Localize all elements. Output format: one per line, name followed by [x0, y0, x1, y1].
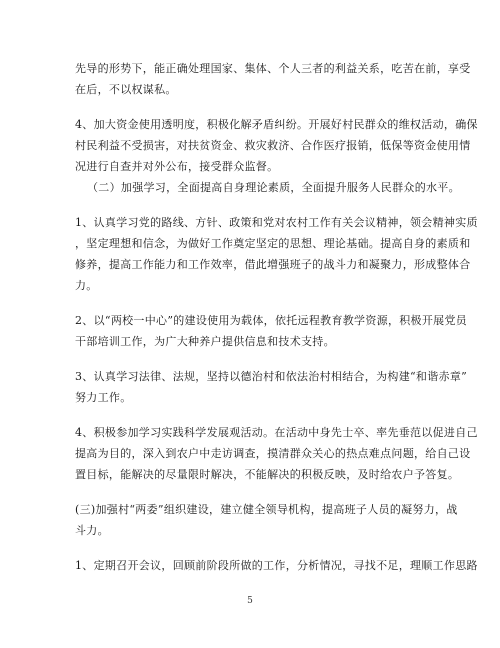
- text-line: 修养，提高工作能力和工作效率，借此增强班子的战斗力和凝聚力，形成整体合: [75, 258, 471, 271]
- text-line: 4、加大资金使用透明度，积极化解矛盾纠纷。开展好村民群众的维权活动，确保: [75, 118, 478, 131]
- text-line: 提高为目的，深入到农户中走访调查，摸清群众关心的热点难点问题，给自己设: [75, 447, 471, 460]
- text-line: 置目标，能解决的尽量限时解决，不能解决的积极反映，及时给农户予答复。: [75, 468, 460, 481]
- paragraph-4: [75, 212, 478, 296]
- text-line: 在后，不以权谋私。: [75, 83, 177, 96]
- paragraph-7: [75, 422, 478, 485]
- paragraph-1: [75, 58, 471, 100]
- document-body: [75, 58, 478, 576]
- text-line: 力。: [75, 279, 98, 292]
- text-line: 况进行自查并对外公布，接受群众监督。: [75, 160, 279, 173]
- section-heading: (三)加强村“两委”组织建设，建立健全领导机构，提高班子人员的凝努力，战: [75, 503, 458, 516]
- paragraph-9: [75, 555, 478, 576]
- text-line: 努力工作。: [75, 391, 132, 404]
- paragraph-8-heading: [75, 499, 458, 541]
- text-line: 干部培训工作，为广大种养户提供信息和技术支持。: [75, 335, 335, 348]
- paragraph-3-heading: [75, 177, 460, 198]
- text-line: ，坚定理想和信念，为做好工作奠定坚定的思想、理论基础。提高自身的素质和: [75, 237, 471, 250]
- paragraph-5: [75, 310, 468, 352]
- text-line: 4、积极参加学习实践科学发展观活动。在活动中身先士卒、率先垂范以促进自己: [75, 426, 478, 439]
- section-heading: （二）加强学习，全面提高自身理论素质，全面提升服务人民群众的水平。: [87, 181, 460, 194]
- text-line: 村民利益不受损害，对扶贫资金、救灾救济、合作医疗报销，低保等资金使用情: [75, 139, 471, 152]
- paragraph-6: [75, 366, 468, 408]
- text-line: 先导的形势下，能正确处理国家、集体、个人三者的利益关系，吃苦在前，享受: [75, 62, 471, 75]
- text-line: 1、认真学习党的路线、方针、政策和党对农村工作有关会议精神，领会精神实质: [75, 216, 478, 229]
- text-line: 3、认真学习法律、法规，坚持以德治村和依法治村相结合，为构建“和谐赤章”: [75, 370, 468, 383]
- page-number: 5: [247, 596, 253, 606]
- text-line: 2、以“两校一中心”的建设使用为载体，依托远程教育教学资源，积极开展党员: [75, 314, 468, 327]
- paragraph-2: [75, 114, 478, 177]
- section-heading: 斗力。: [75, 524, 109, 537]
- text-line: 1、定期召开会议，回顾前阶段所做的工作，分析情况，寻找不足，理顺工作思路: [75, 559, 478, 572]
